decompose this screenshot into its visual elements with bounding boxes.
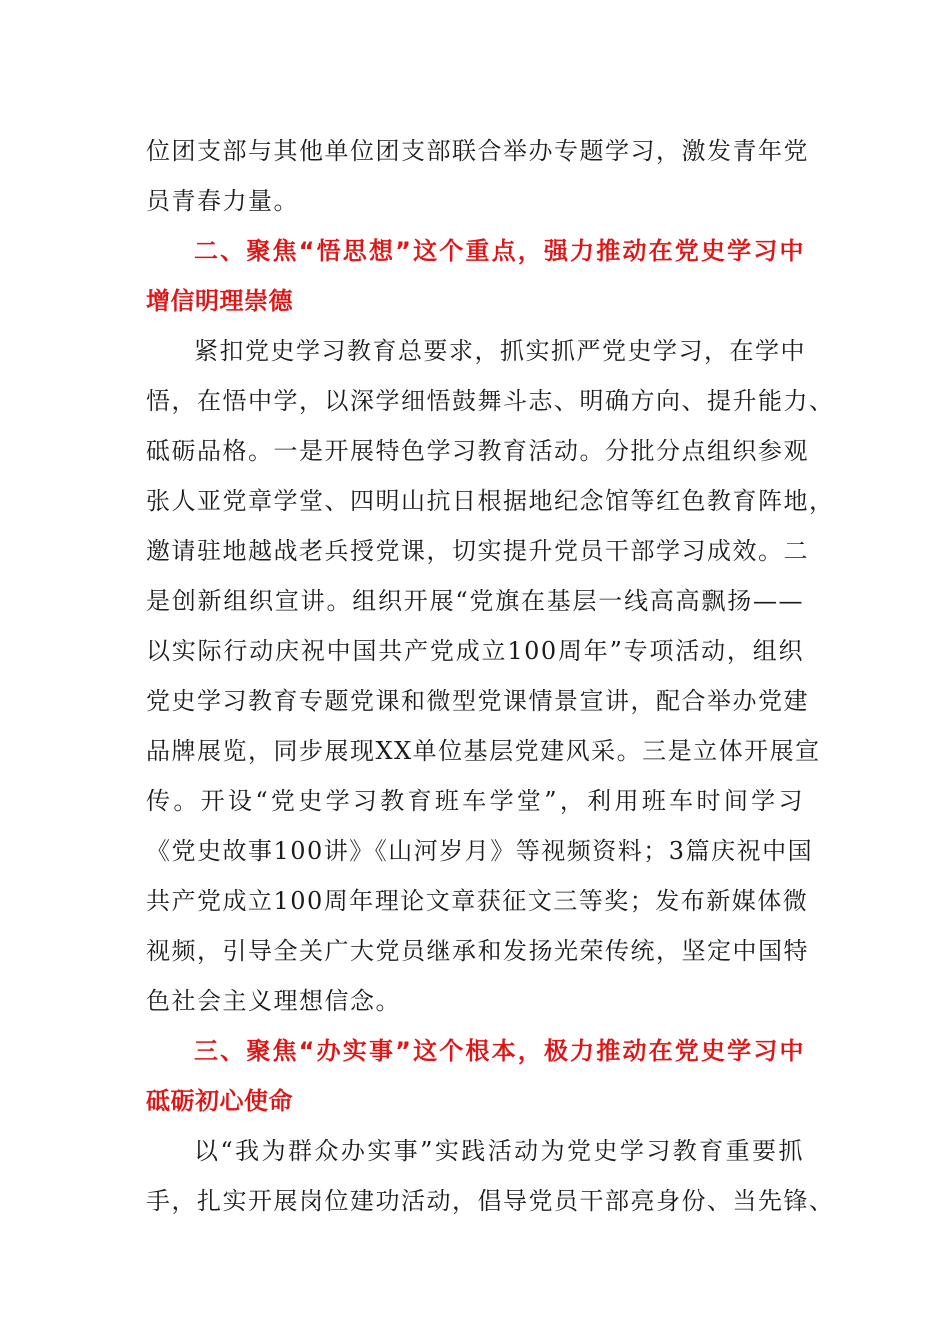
section-heading-line: 增信明理崇德 [146, 287, 293, 315]
section-heading-line: 二、聚焦“悟思想”这个重点，强力推动在党史学习中 [194, 237, 804, 265]
document-body [146, 126, 835, 1226]
body-text-line: 紧扣党史学习教育总要求，抓实抓严党史学习，在学中 [194, 337, 806, 365]
section-heading-line: 砥砺初心使命 [146, 1087, 293, 1115]
section-heading-line: 三、聚焦“办实事”这个根本，极力推动在党史学习中 [194, 1037, 804, 1065]
body-text-line: 传。开设“党史学习教育班车学堂”，利用班车时间学习 [146, 787, 804, 815]
body-text-line: 色社会主义理想信念。 [146, 987, 401, 1015]
body-text-line: 砥砺品格。一是开展特色学习教育活动。分批分点组织参观 [146, 437, 809, 465]
body-text-line: 是创新组织宣讲。组织开展“党旗在基层一线高高飘扬—— [146, 587, 804, 615]
body-text-line: 以“我为群众办实事”实践活动为党史学习教育重要抓 [194, 1137, 804, 1165]
body-text-line: 悟，在悟中学，以深学细悟鼓舞斗志、明确方向、提升能力、 [146, 387, 835, 415]
body-text-line: 党史学习教育专题党课和微型党课情景宣讲，配合举办党建 [146, 687, 809, 715]
body-text-line: 张人亚党章学堂、四明山抗日根据地纪念馆等红色教育阵地， [146, 487, 835, 515]
body-text-line: 《党史故事100讲》《山河岁月》等视频资料；3篇庆祝中国 [146, 837, 814, 865]
body-text-line: 共产党成立100周年理论文章获征文三等奖；发布新媒体微 [146, 887, 809, 915]
body-text-line: 员青春力量。 [146, 187, 299, 215]
body-text-line: 视频，引导全关广大党员继承和发扬光荣传统，坚定中国特 [146, 937, 809, 965]
body-text-line: 位团支部与其他单位团支部联合举办专题学习，激发青年党 [146, 137, 809, 165]
body-text-line: 手，扎实开展岗位建功活动，倡导党员干部亮身份、当先锋、 [146, 1187, 835, 1215]
body-text-line: 以实际行动庆祝中国共产党成立100周年”专项活动，组织 [146, 637, 804, 665]
body-text-line: 品牌展览，同步展现XX单位基层党建风采。三是立体开展宣 [146, 737, 821, 765]
body-text-line: 邀请驻地越战老兵授党课，切实提升党员干部学习成效。二 [146, 537, 809, 565]
